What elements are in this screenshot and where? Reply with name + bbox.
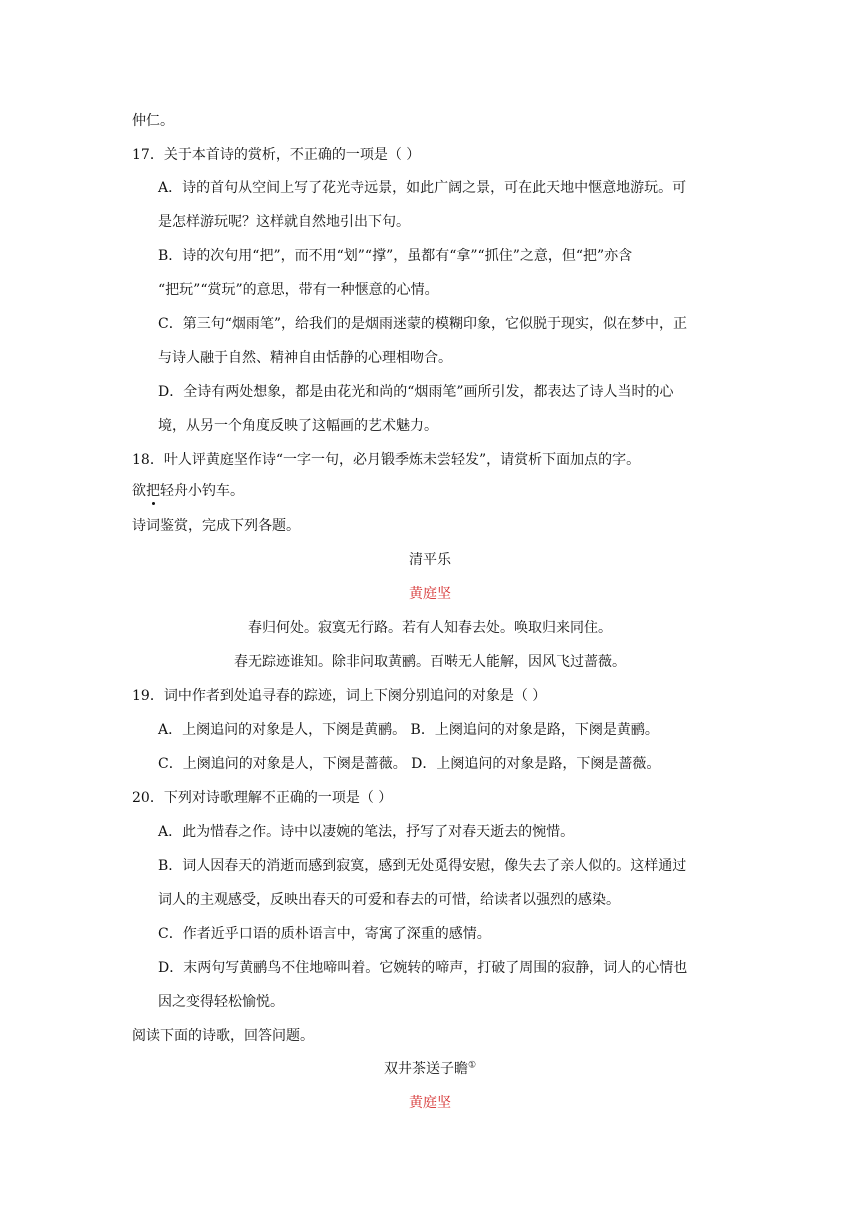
poem-1-title: 清平乐 [409,552,451,568]
section-instruction-2: 阅读下面的诗歌，回答问题。 [132,1028,314,1044]
question-19-stem: 19．词中作者到处追寻春的踪迹，词上下阕分别追问的对象是（ ） [132,688,547,704]
footnote-marker: ① [467,1060,477,1071]
question-18-verse [132,481,244,501]
option-17b-line1: B．诗的次句用“把”，而不用“划”“撑”，虽都有“拿”“抓住”之意，但“把”亦含 [158,248,633,264]
text-line: 仲仁。 [132,113,174,129]
option-20b-line1: B．词人因春天的消逝而感到寂寞，感到无处觅得安慰，像失去了亲人似的。这样通过 [158,858,687,874]
question-20-stem: 20．下列对诗歌理解不正确的一项是（ ） [132,790,393,806]
option-17a-line2: 是怎样游玩呢？这样就自然地引出下句。 [158,214,410,230]
verse-rest: 轻舟小钓车。 [160,483,244,499]
poem-1-author: 黄庭坚 [409,586,451,602]
dotted-char: 把 [146,483,160,499]
option-17c-line2: 与诗人融于自然、精神自由恬静的心理相吻合。 [158,350,452,366]
option-20a: A．此为惜春之作。诗中以凄婉的笔法，抒写了对春天逝去的惋惜。 [158,824,575,840]
question-17-stem: 17．关于本首诗的赏析，不正确的一项是（ ） [132,147,421,163]
option-17d-line2: 境，从另一个角度反映了这幅画的艺术魅力。 [158,418,438,434]
verse-char: 欲 [132,483,146,499]
section-instruction: 诗词鉴赏，完成下列各题。 [132,518,300,534]
option-17b-line2: “把玩”“赏玩”的意思，带有一种惬意的心情。 [158,282,439,298]
poem-2-title [0,1059,860,1079]
options-19-ab: A．上阕追问的对象是人，下阕是黄鹂。 B．上阕追问的对象是路，下阕是黄鹂。 [158,722,659,738]
poem-1-line-1: 春归何处。寂寞无行路。若有人知春去处。唤取归来同住。 [248,620,612,636]
options-19-cd: C．上阕追问的对象是人，下阕是蔷薇。 D．上阕追问的对象是路，下阕是蔷薇。 [158,756,661,772]
option-17c-line1: C．第三句“烟雨笔”，给我们的是烟雨迷蒙的模糊印象，它似脱于现实，似在梦中，正 [158,316,688,332]
option-20d-line1: D．末两句写黄鹂鸟不住地啼叫着。它婉转的啼声，打破了周围的寂静，词人的心情也 [158,960,688,976]
option-20b-line2: 词人的主观感受，反映出春天的可爱和春去的可惜，给读者以强烈的感染。 [158,892,620,908]
poem-2-title-text: 双井茶送子瞻 [383,1061,468,1077]
question-18-stem: 18．叶人评黄庭坚作诗“一字一句，必月锻季炼未尝轻发”，请赏析下面加点的字。 [132,452,641,468]
poem-1-line-2: 春无踪迹谁知。除非问取黄鹂。百啭无人能解，因风飞过蔷薇。 [234,654,626,670]
poem-2-author: 黄庭坚 [409,1095,451,1111]
option-17d-line1: D．全诗有两处想象，都是由花光和尚的“烟雨笔”画所引发，都表达了诗人当时的心 [158,384,674,400]
option-17a-line1: A．诗的首句从空间上写了花光寺远景，如此广阔之景，可在此天地中惬意地游玩。可 [158,180,687,196]
option-20c: C．作者近乎口语的质朴语言中，寄寓了深重的感情。 [158,926,491,942]
option-20d-line2: 因之变得轻松愉悦。 [158,994,284,1010]
